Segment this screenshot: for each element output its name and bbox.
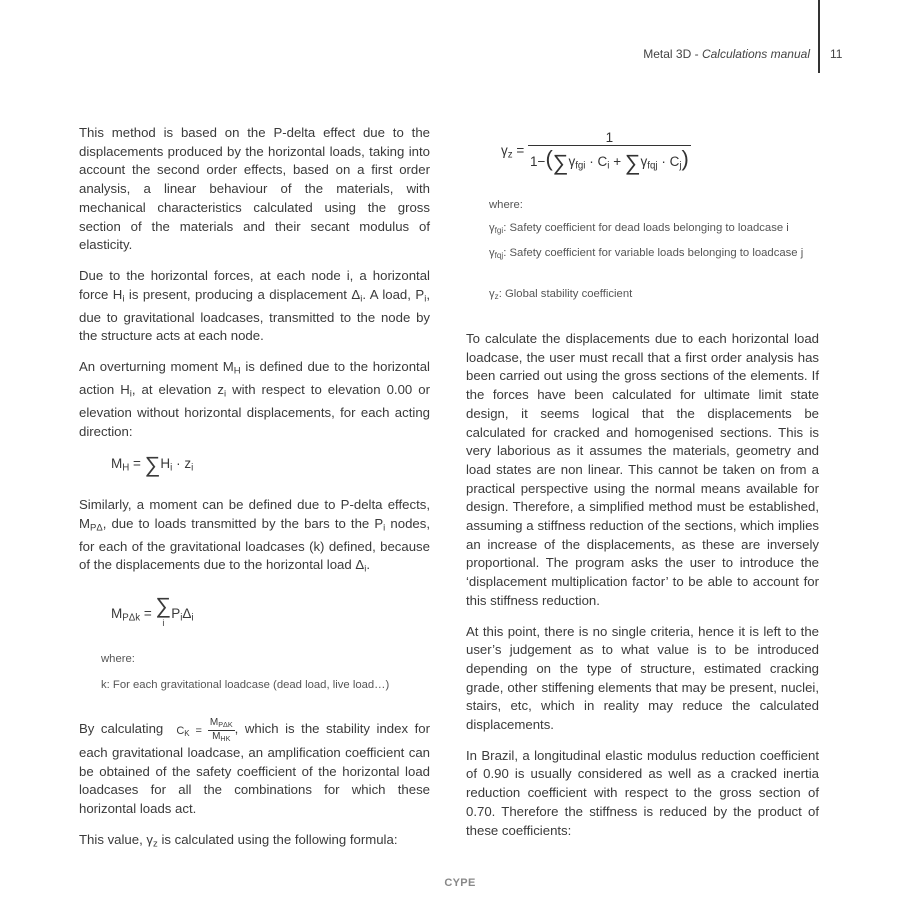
left-column bbox=[79, 124, 430, 866]
document-title: Metal 3D - Calculations manual bbox=[643, 47, 810, 61]
paragraph-gamma-z-intro: This value, $\gamma_z$ is calculated using the following formula: bbox=[79, 831, 398, 850]
paragraph-overturning-moment: An overturning moment $M_H$ is defined due to the horizontal action $H_i$, at elevation $z_i$ with respect to elevation 0.00 or elevation without horizontal displacements, for each acting direction: bbox=[79, 359, 430, 439]
formula-mpdk: $M_{P\Delta k}$ = ∑ i $P_i\Delta_i$ bbox=[111, 593, 194, 629]
definition-gamma-z: $\gamma_z$: Global stability coefficient bbox=[489, 288, 633, 302]
formula-mh: $M_H = \sum H_i \cdot z_i$ bbox=[111, 451, 194, 477]
formula-gamma-z: $\gamma_z$ = $\frac{1}{1-(\sum\gamma_{fgi} \cdot C_i + \sum\gamma_{fqj} \cdot C_j)}$ bbox=[501, 130, 689, 175]
where-label-right: where: bbox=[489, 199, 523, 211]
paragraph-stability-index: By calculating $C_K$ = $\frac{M_{P\Delta K}}{M_{HK}}$ , which is the stability index for each gravitational loadcase, an amplification coefficient can be obtained of the safety coefficient of the horizontal load loadcases for all the combinations for which these horizontal loads act. bbox=[79, 717, 431, 817]
definition-gamma-fqj: $\gamma_{fqj}$: Safety coefficient for variable loads belonging to loadcase j bbox=[489, 247, 804, 261]
definition-gamma-fgi: $\gamma_{fgi}$: Safety coefficient for dead loads belonging to loadcase i bbox=[489, 222, 789, 236]
right-column bbox=[466, 330, 819, 852]
paragraph-brazil: In Brazil, a longitudinal elastic modulus reduction coefficient of 0.90 is usually considered as well as a cracked inertia reduction coefficient with respect to the gross section of 0.70. Therefore the stiffness is reduced by the product of these coefficients: bbox=[466, 747, 819, 838]
paragraph-displacements: To calculate the displacements due to each horizontal load loadcase, the user must recall that a first order analysis has been carried out using the gross sections of the elements. If the forces have been calculated for ultimate limit state design, it seems logical that the displacements be calculated for cracked and homogenised sections. This is very laborious as it assumes the materials, geometry and load states are non linear. This cannot be taken on from a practical perspective using the normal means available for design. Therefore, a simplified method must be established, assuming a stiffness reduction of the sections, which implies an increase of the displacements, as these are inversely proportional. The program asks the user to introduce the ‘displacement multiplication factor’ to be able to account for this stiffness reduction. bbox=[466, 331, 819, 608]
footer-brand: CYPE bbox=[444, 877, 476, 889]
where-label-left: where: bbox=[101, 653, 135, 666]
paragraph-horizontal-forces: Due to the horizontal forces, at each node i, a horizontal force $H_i$ is present, producing a displacement $\Delta_i$. A load, $P_i$, due to gravitational loadcases, transmitted to the node by the structure acts at each node. bbox=[79, 267, 430, 344]
header-divider bbox=[818, 0, 820, 73]
paragraph-intro: This method is based on the P-delta effect due to the displacements produced by the horizontal loads, taking into account the second order effects, based on a first order analysis, a linear behaviour of the materials, with mechanical characteristics calculated using the gross section of the materials and their secant modulus of elasticity. bbox=[79, 125, 430, 253]
formula-ck: $C_K$ = $\frac{M_{P\Delta K}}{M_{HK}}$ bbox=[176, 717, 233, 743]
page-number: 11 bbox=[830, 47, 843, 61]
paragraph-pdelta-moment: Similarly, a moment can be defined due to P-delta effects, $M_{P\Delta}$, due to loads transmitted by the bars to the $P_i$ nodes, for each of the gravitational loadcases (k) defined, because of the displacements due to the horizontal load $\Delta_i$. bbox=[79, 496, 430, 575]
paragraph-criteria: At this point, there is no single criteria, hence it is left to the user’s judgement as to what value is to be introduced depending on the type of structure, estimated cracking grade, other stiffening elements that may be present, nuclei, stairs, etc, which in reality may reduce the calculated displacements. bbox=[466, 623, 819, 733]
k-definition: k: For each gravitational loadcase (dead load, live load…) bbox=[101, 679, 390, 692]
